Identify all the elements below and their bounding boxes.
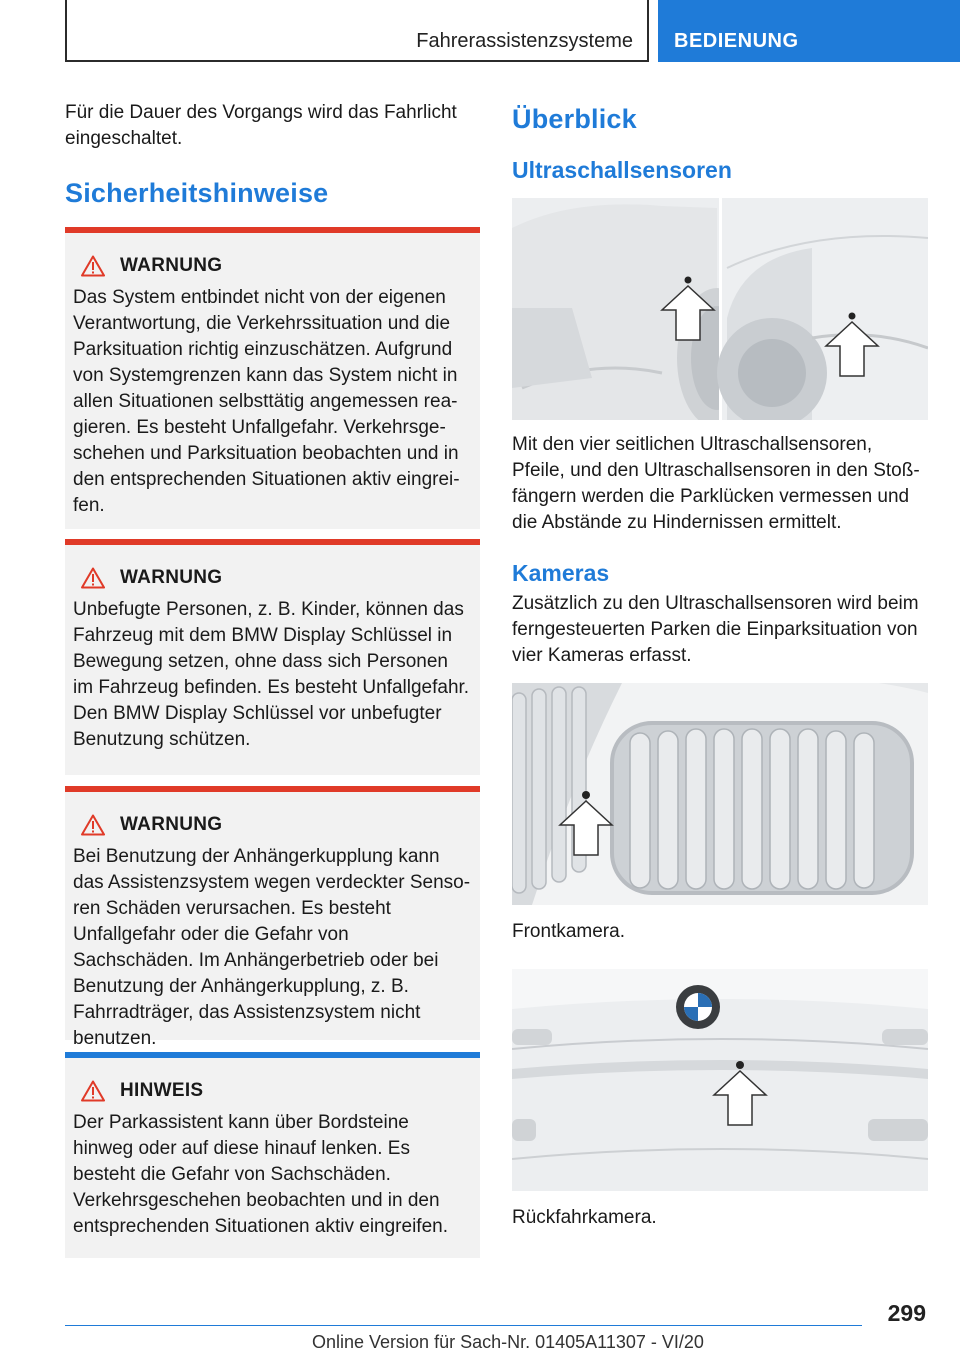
page-number: 299 [887, 1300, 926, 1326]
header-chapter-tab [658, 0, 960, 62]
warning-text: Unbefugte Personen, z. B. Kinder, können das Fahrzeug mit dem BMW Display Schlüssel in Bewegung setzen, ohne dass sich Personen im Fahrzeug befinden. Es besteht Unfallgefahr. Den BMW Display Schlüssel vor unbefugter Benutzung schützen. [73, 599, 470, 750]
header-section-tab [65, 0, 649, 62]
footer-version-text: Online Version für Sach-Nr. 01405A11307 - VI/20 [312, 1332, 704, 1352]
warning-title: WARNUNG [120, 814, 223, 835]
safety-heading: Sicherheitshinweise [65, 178, 329, 208]
warning-text: Das System entbindet nicht von der eigenen Verantwortung, die Verkehrssituation und die Parksituation richtig einzuschätzen. Aufgrund von Systemgrenzen kann das System nicht in allen Situationen selbsttätig angemessen reagieren. Es besteht Unfallgefahr. Verkehrsgeschehen und Parksituation beobachten und in den entsprechenden Situationen aktiv eingreifen. [73, 287, 460, 516]
front-camera-figure [512, 683, 928, 905]
ultrasonic-sensors-figure [512, 198, 928, 420]
cameras-heading: Kameras [512, 560, 610, 586]
cameras-description: Zusätzlich zu den Ultraschallsensoren wird beim ferngesteuerten Parken die Einparksituation von vier Kameras erfasst. [512, 593, 919, 666]
rear-trunk-illustration [512, 969, 928, 1191]
rear-camera-figure [512, 969, 928, 1191]
warning-title: WARNUNG [120, 567, 223, 588]
note-text: Der Parkassistent kann über Bordsteine hinweg oder auf diese hinauf lenken. Es besteht die Gefahr von Sachschäden. Verkehrsgeschehen beobachten und in den entsprechenden Situationen aktiv eingreifen. [73, 1112, 448, 1237]
note-title: HINWEIS [120, 1080, 204, 1101]
warning-triangle-icon [81, 255, 105, 277]
warning-box-1 [65, 227, 480, 529]
warning-triangle-icon [81, 1080, 105, 1102]
kidney-grille-illustration [512, 683, 928, 905]
warning-triangle-icon [81, 567, 105, 589]
warning-box-2 [65, 539, 480, 775]
left-column [65, 100, 480, 1258]
front-camera-caption: Frontkamera. [512, 921, 625, 942]
note-box [65, 1052, 480, 1258]
header-chapter-title: BEDIENUNG [674, 30, 799, 52]
footer-divider [65, 1325, 862, 1326]
right-column [512, 100, 928, 1231]
warning-text: Bei Benutzung der Anhängerkupplung kann das Assistenzsystem wegen verdeckter Sensoren Schäden verursachen. Es besteht Unfallgefahr oder die Gefahr von Sachschäden. Im Anhängerbetrieb oder bei Benutzung der Anhängerkupplung, z. B. Fahrradträger, das Assistenzsystem nicht benutzen. [73, 846, 471, 1049]
rear-camera-caption: Rückfahrkamera. [512, 1207, 657, 1228]
ultrasonic-description: Mit den vier seitlichen Ultraschallsensoren, Pfeile, und den Ultraschallsensoren in den Stoßfängern werden die Parklücken vermessen und die Abstände zu Hindernissen ermittelt. [512, 434, 920, 533]
warning-box-3 [65, 786, 480, 1049]
warning-triangle-icon [81, 814, 105, 836]
warning-title: WARNUNG [120, 255, 223, 276]
header-section-title: Fahrerassistenzsysteme [416, 30, 633, 52]
intro-paragraph: Für die Dauer des Vorgangs wird das Fahrlicht eingeschaltet. [65, 102, 457, 149]
car-side-illustration [512, 198, 928, 420]
ultrasonic-heading: Ultraschallsensoren [512, 157, 732, 183]
overview-heading: Überblick [512, 104, 637, 134]
